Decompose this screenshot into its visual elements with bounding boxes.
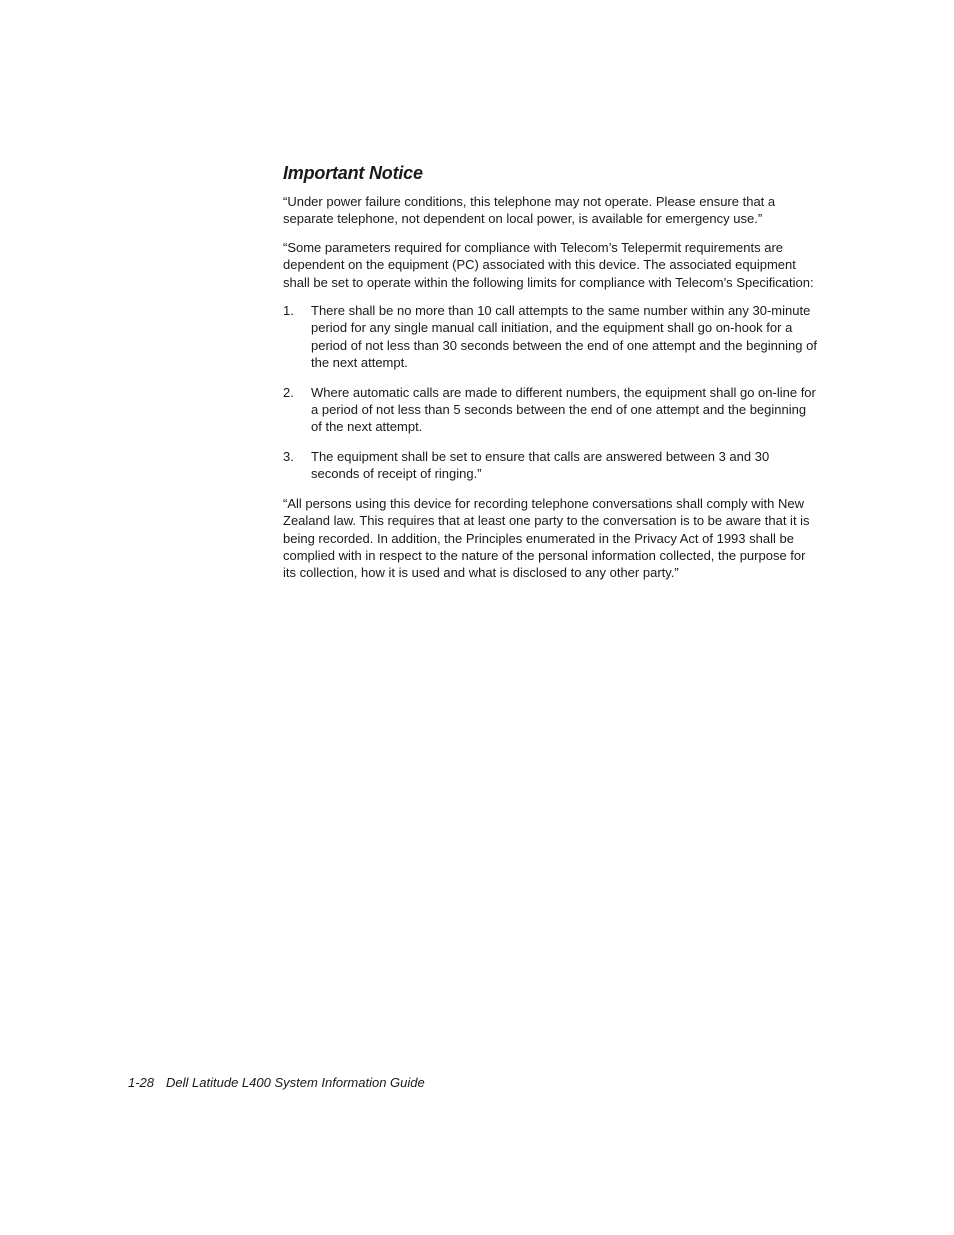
- section-heading: Important Notice: [283, 163, 423, 183]
- requirements-list: [283, 302, 818, 483]
- list-item: [283, 302, 818, 372]
- page-content: [283, 162, 818, 593]
- list-item-text: Where automatic calls are made to different numbers, the equipment shall go on-line for a period of not less than 5 seconds between the end of one attempt and the beginning of the next attempt.: [311, 384, 816, 435]
- list-item: [283, 384, 818, 436]
- list-item: [283, 448, 818, 483]
- footer-page-number: 1-28: [128, 1075, 155, 1090]
- paragraph-telepermit: “Some parameters required for compliance with Telecom’s Telepermit requirements are dependent on the equipment (PC) associated with this device. The associated equipment shall be set to operate within the following limits for compliance with Telecom’s Specification:: [283, 239, 814, 290]
- paragraph-power-failure: “Under power failure conditions, this telephone may not operate. Please ensure that a separate telephone, not dependent on local power, is available for emergency use.”: [283, 194, 776, 227]
- footer-guide-title: Dell Latitude L400 System Information Guide: [166, 1075, 425, 1090]
- paragraph-recording-law: “All persons using this device for recording telephone conversations shall comply with New Zealand law. This requires that at least one party to the conversation is to be aware that it is being recorded. In addition, the Principles enumerated in the Privacy Act of 1993 shall be complied with in respect to the nature of the personal information collected, the purpose for its collection, how it is used and what is disclosed to any other party.”: [283, 495, 810, 581]
- list-item-text: There shall be no more than 10 call attempts to the same number within any 30-minute period for any single manual call initiation, and the equipment shall go on-hook for a period of not less than 30 seconds between the end of one attempt and the beginning of the next attempt.: [311, 303, 817, 371]
- list-item-number: 1.: [283, 303, 294, 319]
- list-item-number: 3.: [283, 448, 294, 464]
- list-item-text: The equipment shall be set to ensure that calls are answered between 3 and 30 seconds of receipt of ringing.”: [311, 448, 770, 482]
- list-item-number: 2.: [283, 384, 294, 400]
- page-footer: [128, 1074, 425, 1091]
